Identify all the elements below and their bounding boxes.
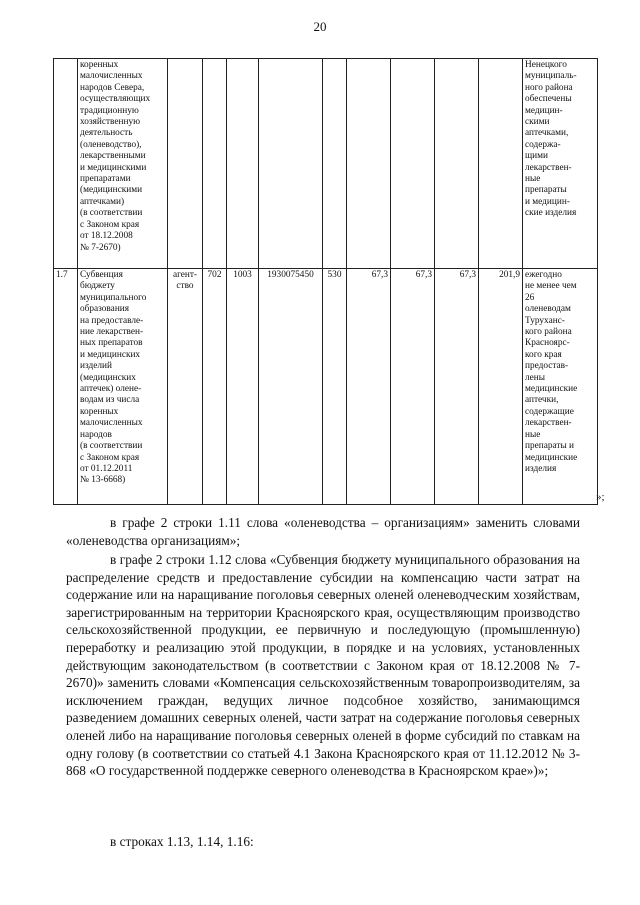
cell-code-4: 1003: [227, 269, 259, 505]
paragraph-amendment-1-12: в графе 2 строки 1.12 слова «Субвенция бюджету муниципального образования на распределение средств и предоставление субсидии на компенсацию части затрат на содержание или на наращивание поголовья северных оленей оленеводческим хозяйствам, зарегистрированным на территории Красноярского края, осуществляющим производство сельскохозяйственной продукции, ее первичную и последующую (промышленную) переработку и реализацию этой продукции, в порядке и на условиях, установленных действующим законодательством (в соответствии с Законом края от 18.12.2008 № 7-2670)» заменить словами «Компенсация сельскохозяйственным товаропроизводителям, за исключением граждан, ведущих личное подсобное хозяйство, занимающимся разведением домашних северных оленей, части затрат на содержание поголовья северных оленей либо на наращивание поголовья северных оленей в форме субсидий по ставкам на одну голову (в соответствии со статьей 4.1 Закона Красноярского края от 11.12.2012 № 3-868 «О государственной поддержке северного оленеводства в Красноярском крае»)»;: [66, 552, 580, 779]
cell-value-2: 67,3: [391, 269, 435, 505]
cell-name: Субвенция бюджету муниципального образования на предоставле- ние лекарствен- ных препаратов и медицинских изделий (медицинских аптечек) олене- водам из числа коренных малочисленных народов (в соответствии с Законом края от 01.12.2011 № 13-6668): [78, 269, 168, 505]
table-row: [54, 59, 598, 269]
cell-total: [479, 59, 523, 269]
cell-no: 1.7: [54, 269, 78, 505]
cell-code-5: 1930075450: [259, 269, 323, 505]
cell-code-3: [203, 59, 227, 269]
page-number: 20: [313, 19, 327, 34]
cell-value-1: [347, 59, 391, 269]
cell-executor: [168, 59, 203, 269]
cell-value-3: 67,3: [435, 269, 479, 505]
cell-name: коренных малочисленных народов Севера, осуществляющих традиционную хозяйственную деятельность (оленеводство), лекарственными и медицинскими препаратами (медицинскими аптечками) (в соответствии с Законом края от 18.12.2008 № 7-2670): [78, 59, 168, 269]
paragraph-amendment-1-11: в графе 2 строки 1.11 слова «оленеводства – организациям» заменить словами «оленеводства организациям»;: [66, 515, 580, 548]
cell-code-6: 530: [323, 269, 347, 505]
cell-code-5: [259, 59, 323, 269]
cell-code-4: [227, 59, 259, 269]
cell-result: ежегодно не менее чем 26 оленеводам Туруханс- кого района Красноярс- кого края предостав- лены медицинские аптечки, содержащие лекарствен- ные препараты и медицинские изделия: [523, 269, 598, 505]
cell-total: 201,9: [479, 269, 523, 505]
cell-value-1: 67,3: [347, 269, 391, 505]
table-closing-mark: »;: [596, 491, 605, 503]
cell-code-3: 702: [203, 269, 227, 505]
table-row: [54, 269, 598, 505]
cell-code-6: [323, 59, 347, 269]
budget-table: [53, 58, 598, 505]
cell-value-2: [391, 59, 435, 269]
paragraph-amendment-1-13: в строках 1.13, 1.14, 1.16:: [110, 834, 254, 849]
cell-result: Ненецкого муниципаль- ного района обеспечены медицин- скими аптечками, содержа- щими лекарствен- ные препараты и медицин- ские изделия: [523, 59, 598, 269]
cell-no: [54, 59, 78, 269]
cell-executor: агент- ство: [168, 269, 203, 505]
cell-value-3: [435, 59, 479, 269]
